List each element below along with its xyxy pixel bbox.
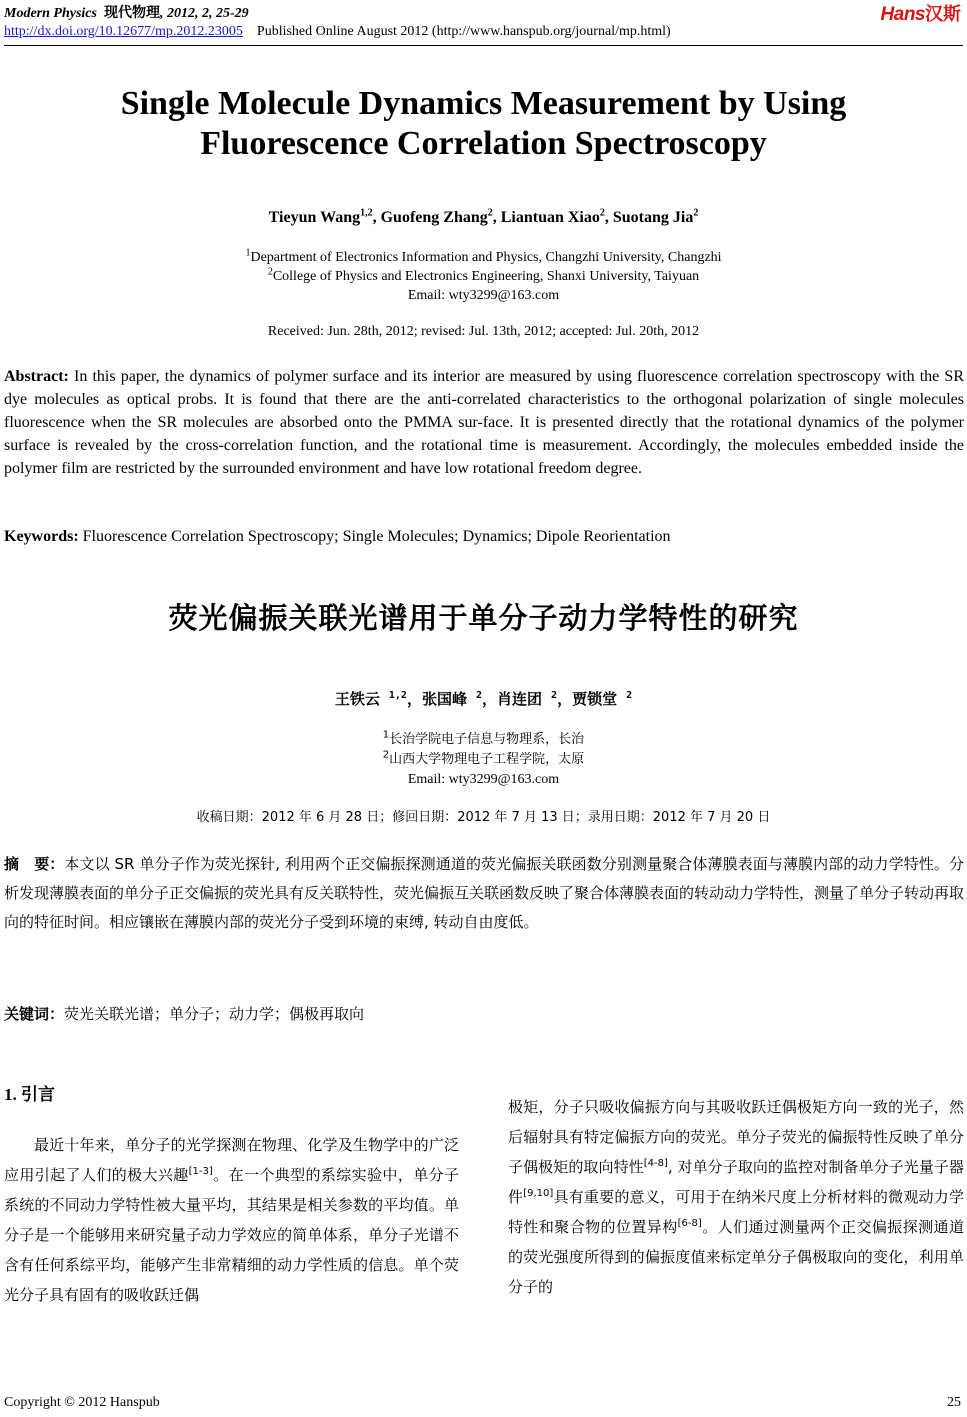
doi-link[interactable]: http://dx.doi.org/10.12677/mp.2012.23005 [4,24,243,39]
body-text: 。在一个典型的系综实验中，单分子系统的不同动力学特性被大量平均，其结果是相关参数的平均值。单分子是一个能够用来研究量子动力学效应的简单体系，单分子光谱不含有任何系综平均，能够产生非常精细的动力学性质的信息。单个荧光分子具有固有的吸收跃迁偶 [4,1166,459,1304]
body-text: 极矩，分子只吸收偏振方向与其吸收跃迁偶极矩方向一致的光子，然后辐射具有特定偏振方向的荧光。单分子荧光的偏振特性反映了单分子偶极矩的取向特性 [508,1098,964,1176]
abstract-text-cn: 本文以 SR 单分子作为荧光探针, 利用两个正交偏振探测通道的荧光偏振关联函数分别测量聚合体薄膜表面与薄膜内部的动力学特性。分析发现薄膜表面的单分子正交偏振的荧光具有反关联特性，荧光偏振互关联函数反映了聚合体薄膜表面的转动动力学特性，测量了单分子转动再取向的特征时间。相应镶嵌在薄膜内部的荧光分子受到环境的束缚, 转动自由度低。 [4,855,965,931]
received-dates-cn: 收稿日期：2012 年 6 月 28 日；修回日期：2012 年 7 月 13 日；录用日期：2012 年 7 月 20 日 [196,810,771,825]
author-name: , Liantuan Xiao [492,209,600,226]
affil-sup: 2 [382,749,390,761]
body-column-left [4,1130,459,1310]
journal-name-en: Modern Physics [4,6,97,21]
affil-text: 长治学院电子信息与物理系，长治 [389,732,585,747]
affiliations-en [0,248,967,305]
citation: [9,10] [523,1188,554,1199]
authors-cn [0,688,967,709]
author-affil-sup: 1,2 [360,207,373,219]
section-number: 1. [4,1085,21,1104]
citation: [6-8] [677,1218,702,1229]
abstract-cn [4,850,964,937]
authors-en [0,209,967,227]
keywords-en [4,525,964,548]
section-heading-introduction [4,1080,55,1105]
affil-text: Department of Electronics Information and Physics, Changzhi University, Changzhi [250,250,722,265]
author-affil-sup: 2 [487,207,493,219]
keywords-label-cn: 关键词： [4,1005,65,1023]
affil-text: 山西大学物理电子工程学院，太原 [389,752,585,767]
abstract-en [4,365,964,480]
affiliation-2 [0,267,967,286]
doi-line [4,24,671,40]
citation: [4-8] [643,1158,668,1169]
author-name: ，肖连团 [482,690,552,708]
affil-sup: 2 [267,266,273,278]
author-affil-sup: 2 [551,690,558,701]
header-divider [4,45,963,46]
body-text: , 对单分子取向的监控对制备单分子光量子器件 [508,1158,964,1206]
affil-sup: 1 [245,247,251,259]
abstract-label: Abstract: [4,368,69,385]
author-name: ，张国峰 [406,690,476,708]
logo-text-cn: 汉斯 [925,4,961,25]
affiliation-2 [0,750,967,770]
body-column-right [508,1092,964,1302]
affil-text: College of Physics and Electronics Engineering, Shanxi University, Taiyuan [272,269,700,284]
section-title: 引言 [21,1085,55,1105]
logo-text-en: Hans [880,4,925,25]
keywords-text: Fluorescence Correlation Spectroscopy; Single Molecules; Dynamics; Dipole Reorientation [78,528,671,545]
author-affil-sup: 2 [599,207,605,219]
journal-header [4,2,249,22]
author-affil-sup: 1,2 [388,690,407,701]
keywords-text-cn: 荧光关联光谱；单分子；动力学；偶极再取向 [64,1005,365,1023]
copyright-footer: Copyright © 2012 Hanspub [4,1395,160,1410]
author-affil-sup: 2 [693,207,699,219]
affiliations-cn [0,730,967,790]
body-text: 。人们通过测量两个正交偏振探测通道的荧光强度所得到的偏振度值来标定单分子偶极取向的变化，利用单分子的 [508,1218,964,1296]
title-line-2: Fluorescence Correlation Spectroscopy [200,125,767,162]
author-name: ，贾锁堂 [557,690,627,708]
body-paragraph [4,1130,459,1310]
author-affil-sup: 2 [475,690,483,701]
title-line-1: Single Molecule Dynamics Measurement by Using [120,85,847,122]
received-dates-en: Received: Jun. 28th, 2012; revised: Jul. 13th, 2012; accepted: Jul. 20th, 2012 [267,324,700,339]
paper-title-cn: 荧光偏振关联光谱用于单分子动力学特性的研究 [168,601,799,635]
page-number: 25 [947,1395,961,1410]
author-name: 王铁云 [334,690,389,708]
affiliation-1 [0,248,967,267]
email-en: Email: wty3299@163.com [407,288,560,303]
body-text: 具有重要的意义，可用于在纳米尺度上分析材料的微观动力学特性和聚合物的位置异构 [508,1188,964,1236]
publisher-logo [881,0,961,26]
keywords-cn [4,1000,964,1029]
abstract-text: In this paper, the dynamics of polymer surface and its interior are measured by using fluorescence correlation spectroscopy with the SR dye molecules as optical probs. It is found that there are the anti-correlated characteristics to the orthogonal polarization of single molecules fluorescence when the SR molecules are absorbed onto the PMMA sur-face. It is presented directly that the rotational dynamics of the polymer surface is revealed by the cross-correlation function, and the rotational time is measurement. Accordingly, the molecules embedded inside the polymer film are restricted by the surrounded environment and have low rotational freedom degree. [4,368,964,477]
published-online: Published Online August 2012 (http://www.hanspub.org/journal/mp.html) [256,24,671,39]
affiliation-1 [0,730,967,750]
author-name: , Suotang Jia [604,209,694,226]
paper-title-en [0,84,967,164]
keywords-label: Keywords: [4,528,79,545]
email-cn: Email: wty3299@163.com [407,772,560,787]
abstract-label-cn: 摘 要： [4,855,65,873]
body-text: 最近十年来，单分子的光学探测在物理、化学及生物学中的广泛应用引起了人们的极大兴趣 [4,1136,459,1184]
author-affil-sup: 2 [626,690,633,701]
affil-sup: 1 [382,729,390,741]
author-name: , Guofeng Zhang [372,209,488,226]
journal-name-cn: 现代物理 [103,6,160,21]
citation: [1-3] [188,1166,213,1177]
journal-issue: , 2012, 2, 25-29 [159,6,249,21]
body-paragraph [508,1092,964,1302]
author-name: Tieyun Wang [268,209,361,226]
